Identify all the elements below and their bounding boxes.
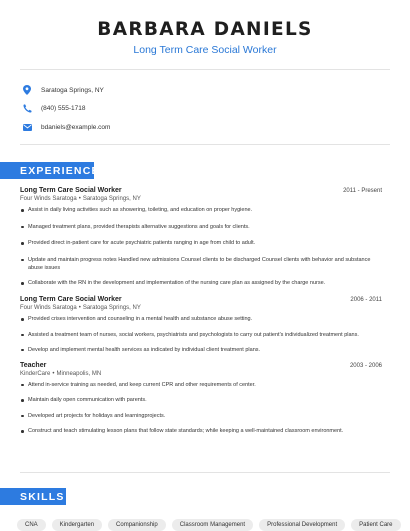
resume-header xyxy=(0,0,410,57)
list-item: Update and maintain progress notes Handled new admissions Counsel clients to be discharged Counsel clients with behavior and substance abuse issues xyxy=(20,256,382,272)
list-item: Collaborate with the RN in the development and implementation of the nursing care plan as assigned by the charge nurse. xyxy=(20,279,382,287)
job-title: Teacher xyxy=(20,361,47,369)
job-dates: 2003 - 2006 xyxy=(349,362,382,369)
skill-chip: CNA xyxy=(17,519,46,531)
experience-section-heading: EXPERIENCE xyxy=(0,162,94,179)
job-organization: KinderCare • Minneapolis, MN xyxy=(20,370,102,377)
skill-chip: Kindergarten xyxy=(52,519,102,531)
job-dates: 2011 - Present xyxy=(343,188,382,194)
list-item: Developed art projects for holidays and learningprojects. xyxy=(20,412,382,420)
job-location: Saratoga Springs, NY xyxy=(82,305,141,311)
list-item: Maintain daily open communication with parents. xyxy=(20,396,382,404)
contact-phone-text: (840) 555-1718 xyxy=(41,105,86,113)
job-location: Saratoga Springs, NY xyxy=(82,196,141,202)
job-bullets xyxy=(20,381,382,436)
job-entry xyxy=(20,362,382,436)
job-company: Four Winds Saratoga xyxy=(20,305,77,311)
list-item: Assisted a treatment team of nurses, social workers, psychiatrists and psychologists to carry out patient's individualized treatment plans. xyxy=(20,331,382,339)
job-bullets xyxy=(20,206,382,287)
job-entry xyxy=(20,187,382,287)
job-title-heading: Long Term Care Social Worker xyxy=(133,44,277,56)
divider xyxy=(20,144,390,145)
candidate-name: BARBARA DANIELS xyxy=(97,19,313,40)
job-title: Long Term Care Social Worker xyxy=(20,296,122,303)
phone-icon xyxy=(22,104,32,114)
skill-chip: Professional Development xyxy=(259,519,345,531)
job-company: KinderCare xyxy=(20,370,51,377)
job-organization: Four Winds Saratoga • Saratoga Springs, NY xyxy=(20,196,141,202)
list-item: Construct and teach stimulating lesson plans that follow state standards; while keeping a well-maintained classroom environment. xyxy=(20,427,382,435)
list-item: Provided crises intervention and counseling in a mental health and substance abuse setting. xyxy=(20,315,382,323)
contact-email xyxy=(22,118,110,137)
divider xyxy=(20,69,390,70)
contact-location xyxy=(22,81,110,100)
skill-chip: Companionship xyxy=(108,519,166,531)
skills-section-heading: SKILLS xyxy=(0,488,66,505)
location-pin-icon xyxy=(22,85,32,95)
job-company: Four Winds Saratoga xyxy=(20,196,77,202)
skill-chip: Patient Care xyxy=(351,519,400,531)
job-location: Minneapolis, MN xyxy=(56,370,102,377)
list-item: Assist in daily living activities such as showering, toileting, and education on proper hygiene. xyxy=(20,206,382,214)
email-icon xyxy=(22,122,32,132)
list-item: Provided direct in-patient care for acute psychiatric patients ranging in age from child to adult. xyxy=(20,239,382,247)
skill-chip: Classroom Management xyxy=(172,519,253,531)
job-title: Long Term Care Social Worker xyxy=(20,187,122,194)
contact-list xyxy=(22,81,110,137)
skills-list xyxy=(17,519,401,531)
job-bullets xyxy=(20,315,382,354)
job-organization: Four Winds Saratoga • Saratoga Springs, NY xyxy=(20,305,141,311)
list-item: Develop and implement mental health services as indicated by individual client treatment plans. xyxy=(20,346,382,354)
divider xyxy=(20,472,390,473)
experience-section xyxy=(20,187,382,435)
job-dates: 2006 - 2011 xyxy=(350,297,382,303)
list-item: Attend in-service training as needed, and keep current CPR and other requirements of center. xyxy=(20,381,382,389)
contact-email-text: bdaniels@example.com xyxy=(41,123,111,131)
job-entry xyxy=(20,296,382,354)
list-item: Managed treatment plans, provided therapists alternative suggestions and goals for clients. xyxy=(20,223,382,231)
contact-location-text: Saratoga Springs, NY xyxy=(41,86,104,94)
contact-phone xyxy=(22,100,110,119)
